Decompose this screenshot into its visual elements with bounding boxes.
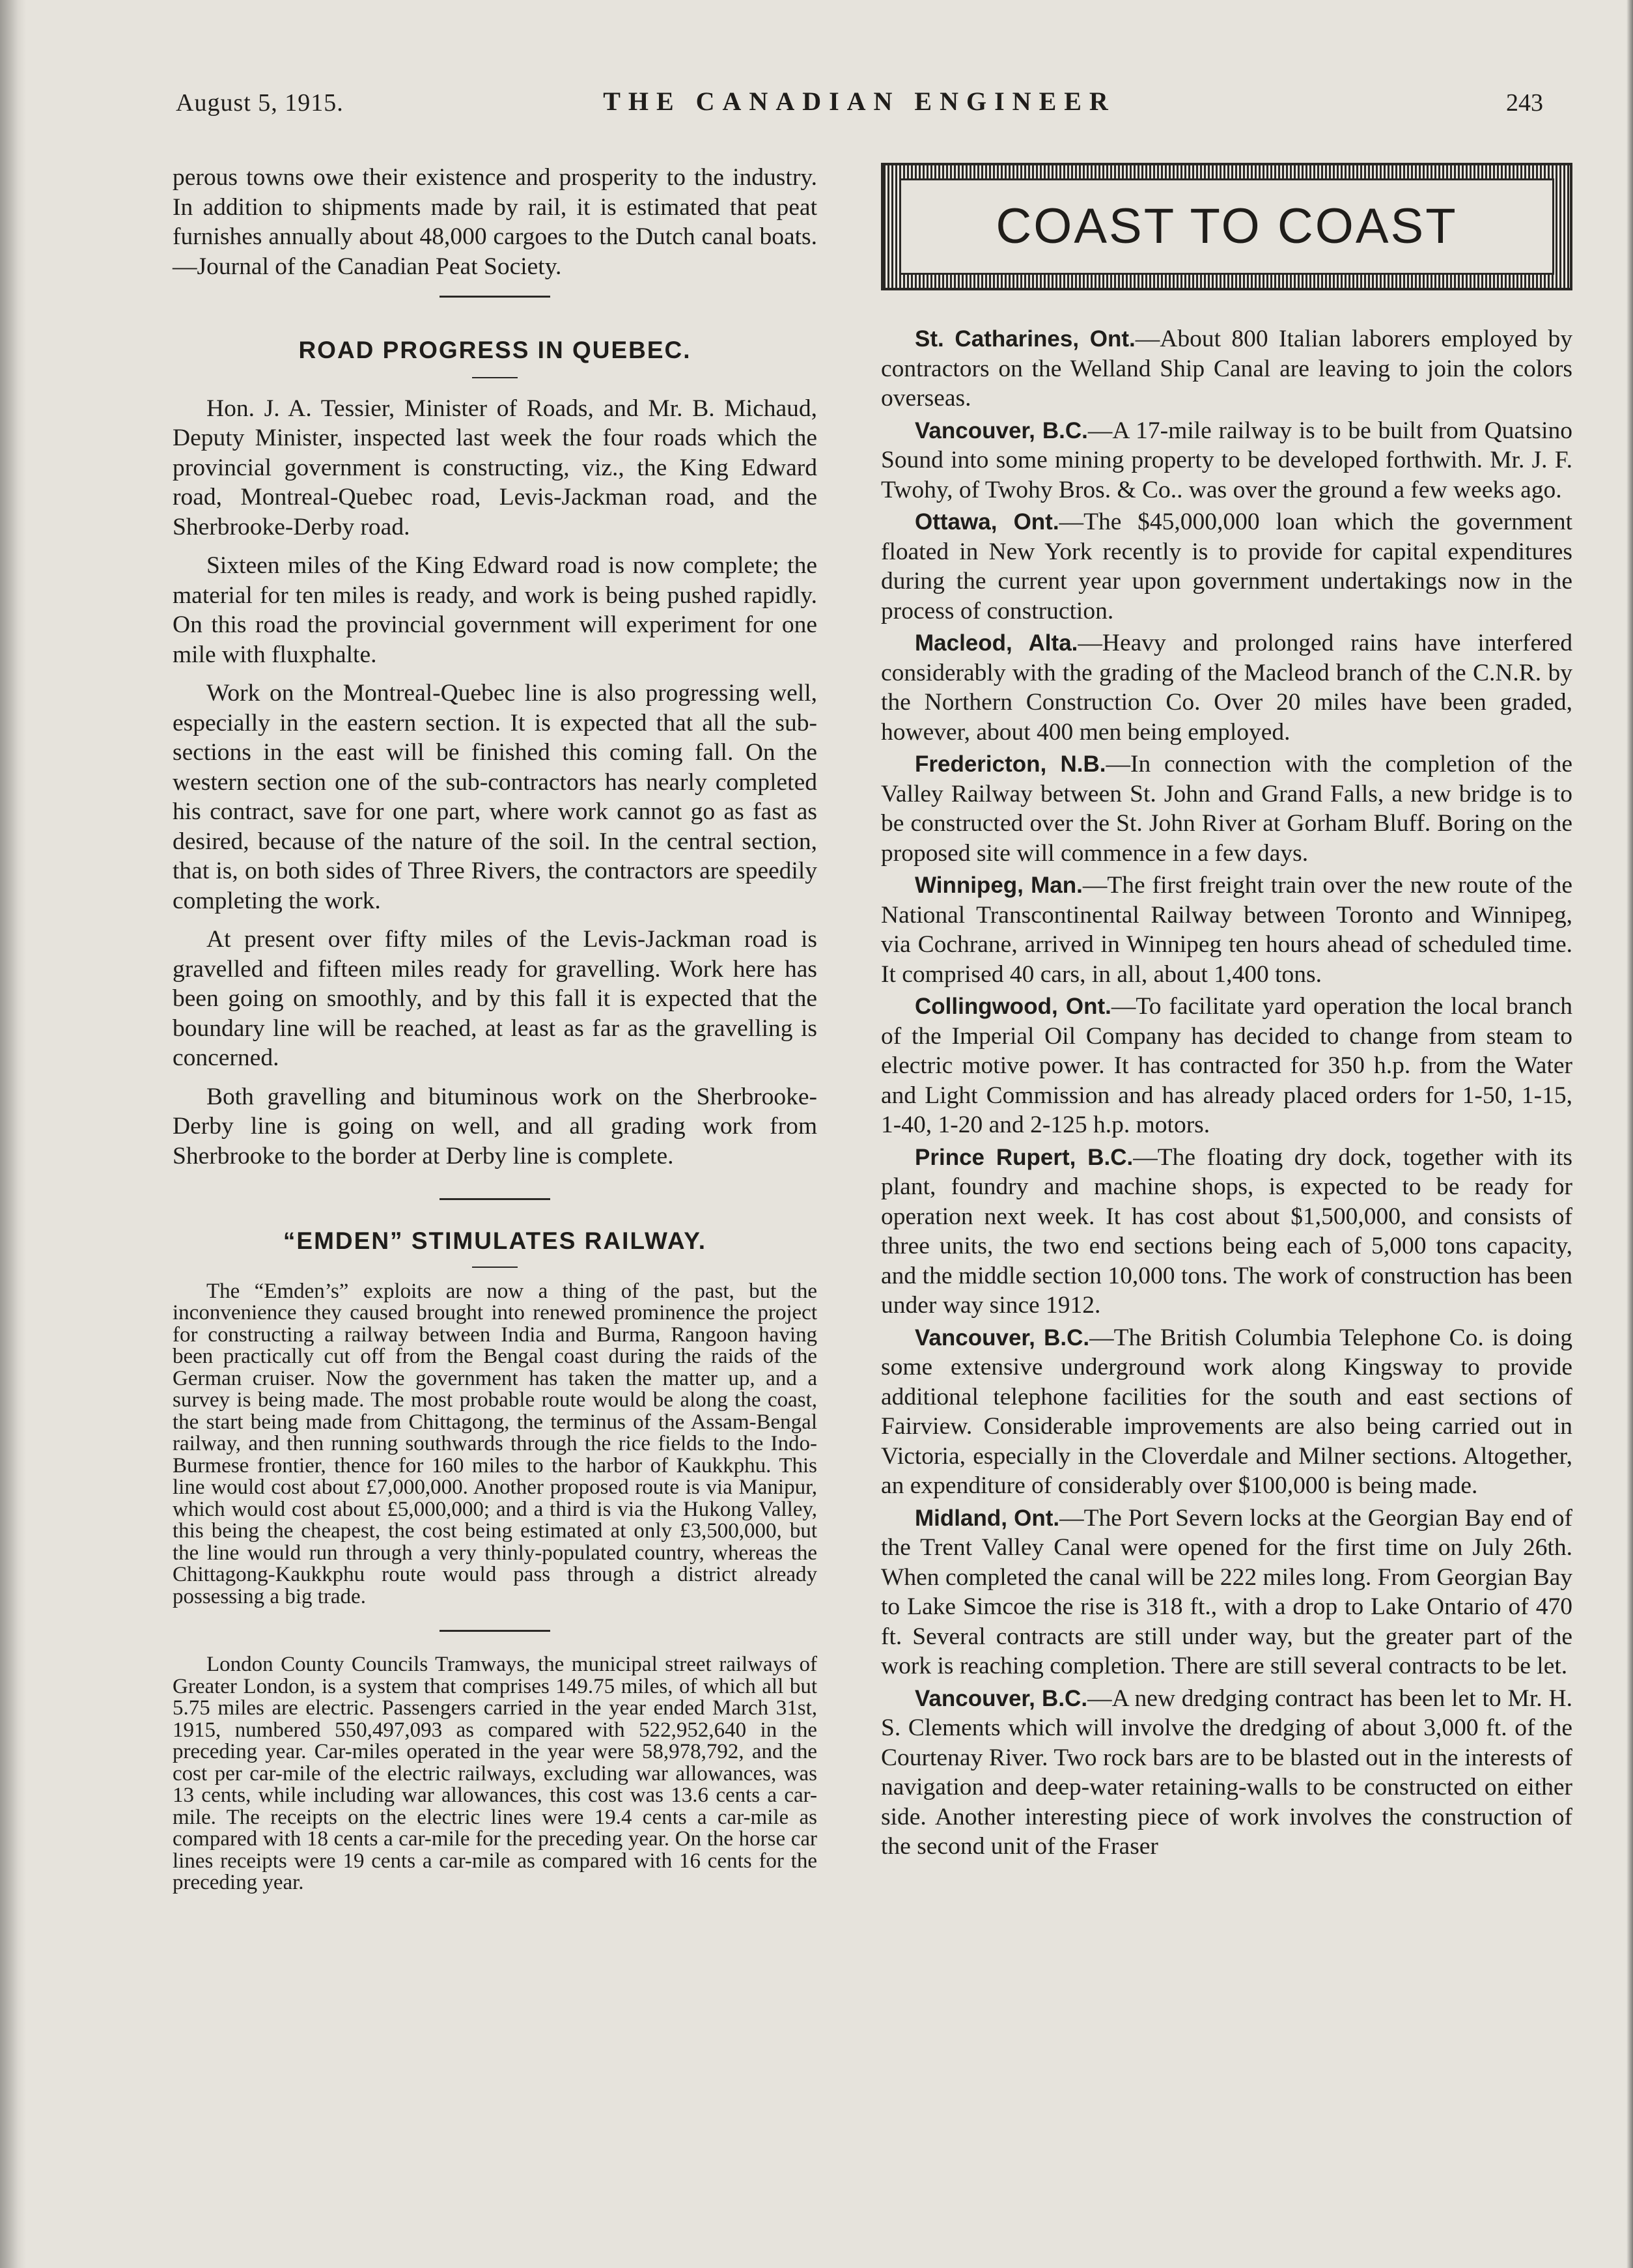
coast-to-coast-title: COAST TO COAST [996,199,1458,255]
running-header [176,83,1543,122]
news-item [881,992,1572,1140]
news-item [881,1504,1572,1681]
news-item-text: —A 17-mile railway is to be built from Quatsino Sound into some mining property to be developed forthwith. Mr. J. F. Twohy, of Twohy Bros. & Co.. was over the ground a few weeks ago. [881,417,1572,503]
news-item [881,628,1572,747]
news-item-place: Midland, Ont. [915,1505,1060,1531]
news-item-place: Prince Rupert, B.C. [915,1144,1134,1170]
news-item [881,871,1572,989]
road-paragraph: Both gravelling and bituminous work on the Sherbrooke-Derby line is going on well, and all grading work from Sherbrooke to the border at Derby line is complete. [173,1083,817,1169]
news-item [881,507,1572,626]
london-tramways-article [173,1654,817,1894]
news-item-place: St. Catharines, Ont. [915,326,1136,352]
news-item-text: —In connection with the completion of the Valley Railway between St. John and Grand Falls, a new bridge is to be constructed over the St. John River at Gorham Bluff. Boring on the proposed site will commence in a few days. [881,751,1572,867]
news-item [881,1143,1572,1321]
london-tramways-paragraph: London County Councils Tramways, the municipal street railways of Greater London, is a system that comprises 149.75 miles, of which all but 5.75 miles are electric. Passengers carried in the year ended March 31st, 1915, numbered 550,497,093 as compared with 522,952,640 in the preceding year. Car-miles operated in the year were 58,978,792, and the cost per car-mile of the electric railways, excluding war allowances, was 13 cents, while including war allowances, this cost was 13.6 cents a car-mile. The receipts on the electric lines were 19.4 cents a car-mile as compared with 18 cents a car-mile for the preceding year. On the horse car lines receipts were 19 cents a car-mile as compared with 16 cents for the preceding year. [173,1653,817,1894]
right-column [881,163,1572,1864]
journal-title: THE CANADIAN ENGINEER [603,87,1116,116]
binding-shadow [0,0,26,2268]
section-divider [440,296,550,298]
news-item-text: —To facilitate yard operation the local branch of the Imperial Oil Company has decided to change from steam to electric motive power. It has contracted for 350 h.p. from the Water and Light Commission and has already placed orders for 1-50, 1-15, 1-40, 1-20 and 2-125 h.p. motors. [881,993,1572,1138]
news-item-text: —The floating dry dock, together with its plant, foundry and machine shops, is expected to be ready for operation next week. It has cost about $1,500,000, and consists of three units, the two end sections being each of 5,000 tons capacity, and the middle section 10,000 tons. The work of construction has been under way since 1912. [881,1143,1572,1319]
news-item-place: Vancouver, B.C. [915,417,1088,443]
news-item [881,324,1572,413]
news-item [881,1684,1572,1862]
news-item-text: —About 800 Italian laborers employed by contractors on the Welland Ship Canal are leaving to join the colors overseas. [881,326,1572,412]
news-item-text: —The British Columbia Telephone Co. is doing some extensive underground work along Kingsway to provide additional telephone facilities for the south and east sections of Fairview. Considerable improvements are also being carried out in Victoria, especially in the Cloverdale and Milner sections. Altogether, an expenditure of considerably over $100,000 is being made. [881,1324,1572,1499]
news-item-text: —Heavy and prolonged rains have interfered considerably with the grading of the Macleod branch of the C.N.R. by the Northern Construction Co. Over 20 miles have been graded, however, about 400 men being employed. [881,630,1573,746]
coast-to-coast-banner [881,163,1572,290]
news-item [881,749,1572,868]
section-divider [440,1198,550,1200]
road-paragraph: At present over fifty miles of the Levis-Jackman road is gravelled and fifteen miles ready for gravelling. Work here has been going on smoothly, and by this fall it is expected that the boundary line will be reached, at least as far as the gravelling is concerned. [173,926,817,1071]
road-progress-headline: ROAD PROGRESS IN QUEBEC. [298,337,691,363]
section-divider [440,1630,550,1632]
emden-article [173,1281,817,1608]
road-paragraph: Hon. J. A. Tessier, Minister of Roads, and Mr. B. Michaud, Deputy Minister, inspected last week the four roads which the provincial government is constructing, viz., the King Edward road, Montreal-Quebec road, Levis-Jackman road, and the Sherbrooke-Derby road. [173,395,817,540]
banner-inner-frame [899,178,1554,275]
page-number: 243 [1506,89,1543,117]
news-item-text: —The first freight train over the new route of the National Transcontinental Railway between Toronto and Winnipeg, via Cochrane, arrived in Winnipeg ten hours ahead of scheduled time. It comprised 40 cars, in all, about 1,400 tons. [881,872,1572,988]
road-paragraph: Sixteen miles of the King Edward road is now complete; the material for ten miles is ready, and work is being pushed rapidly. On this road the provincial government will experiment for one mile with fluxphalte. [173,552,817,668]
news-item-place: Macleod, Alta. [915,630,1078,656]
news-item-place: Vancouver, B.C. [915,1685,1088,1711]
news-item [881,1323,1572,1501]
road-paragraph: Work on the Montreal-Quebec line is also progressing well, especially in the eastern section. It is expected that all the sub-sections in the east will be finished this coming fall. On the western section one of the sub-contractors has nearly completed his contract, save for one part, where work cannot go as fast as desired, because of the nature of the soil. In the central section, that is, on both sides of Three Rivers, the contractors are speedily completing the work. [173,680,817,914]
emden-headline: “EMDEN” STIMULATES RAILWAY. [283,1227,707,1254]
news-item-place: Ottawa, Ont. [915,509,1059,535]
peat-intro-paragraph: perous towns owe their existence and prosperity to the industry. In addition to shipments made by rail, it is estimated that peat furnishes annually about 48,000 cargoes to the Dutch canal boats.—Journal of the Canadian Peat Society. [173,164,817,280]
page-edge [1626,0,1633,2268]
news-item-text: —The Port Severn locks at the Georgian Bay end of the Trent Valley Canal were opened for the first time on July 26th. When completed the canal will be 222 miles long. From Georgian Bay to Lake Simcoe the rise is 318 ft., with a drop to Lake Ontario of 470 ft. Several contracts are still under way, but the greater part of the work is reaching completion. There are still several contracts to be let. [881,1504,1572,1679]
news-item-text: —The $45,000,000 loan which the government floated in New York recently is to provide for capital expenditures during the current year upon government undertakings now in the process of construction. [881,509,1573,624]
news-item [881,416,1572,505]
news-item-place: Vancouver, B.C. [915,1324,1090,1351]
headline-rule [472,1267,518,1268]
headline-rule [472,377,518,378]
news-item-text: —A new dredging contract has been let to Mr. H. S. Clements which will involve the dredging of about 3,000 ft. of the Courtenay River. Two rock bars are to be blasted out in the interests of navigation and deep-water retaining-walls to be constructed on either side. Another interesting piece of work involves the construction of the second unit of the Fraser [881,1685,1572,1860]
issue-date: August 5, 1915. [176,89,344,117]
left-column [173,163,817,1894]
news-item-place: Collingwood, Ont. [915,994,1111,1019]
news-item-place: Winnipeg, Man. [915,873,1083,898]
news-item-place: Fredericton, N.B. [915,751,1106,777]
emden-paragraph: The “Emden’s” exploits are now a thing of the past, but the inconvenience they caused brought into renewed prominence the project for constructing a railway between India and Burma, Rangoon having been practically cut off from the Bengal coast during the raids of the German cruiser. Now the government has taken the matter up, and a survey is being made. The most probable route would be along the coast, the start being made from Chittagong, the terminus of the Assam-Bengal railway, and then running southwards through the rice fields to the Indo-Burmese frontier, thence for 160 miles to the harbor of Kaukkphu. This line would cost about £7,000,000. Another proposed route is via Manipur, which would cost about £5,000,000; and a third is via the Hukong Valley, this being the cheapest, the cost being estimated at only £3,500,000, but the line would run through a very thinly-populated country, whereas the Chittagong-Kaukkphu route would pass through a district already possessing a big trade. [173,1279,817,1608]
